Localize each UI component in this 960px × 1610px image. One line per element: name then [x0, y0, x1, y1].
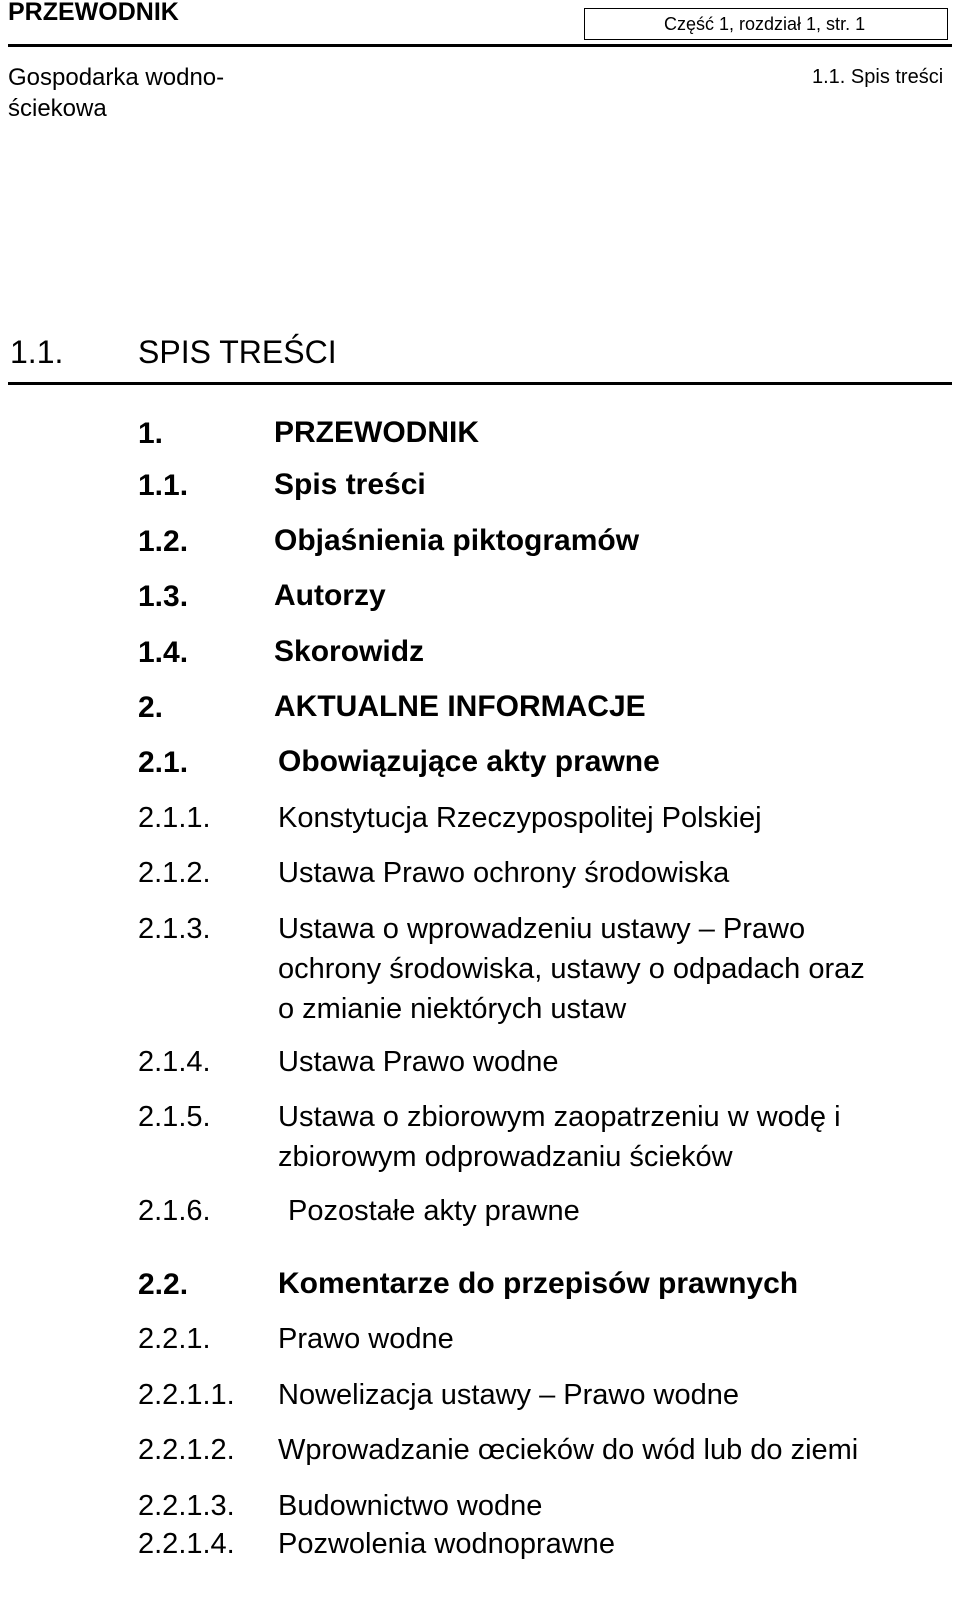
toc-item-title[interactable]: Budownictwo wodne [278, 1490, 543, 1522]
toc-item-number: 2.2.1.3. [138, 1490, 235, 1522]
toc-item-number: 2.2. [138, 1268, 189, 1301]
publication-title: Gospodarka wodno-ściekowa [8, 64, 225, 122]
toc-item-number: 2.1.3. [138, 913, 211, 945]
toc-item-title[interactable]: Wprowadzanie œcieków do wód lub do ziemi [278, 1434, 859, 1466]
toc-item-number: 1.2. [138, 525, 189, 558]
header-rule [8, 44, 952, 47]
toc-item-title[interactable]: Prawo wodne [278, 1323, 454, 1355]
toc-item-number: 2.1. [138, 746, 189, 779]
toc-item-title[interactable]: Ustawa Prawo ochrony środowiska [278, 857, 730, 889]
toc-item-title[interactable]: Spis treści [274, 468, 426, 501]
toc-item-number: 2.1.2. [138, 857, 211, 889]
toc-item-title[interactable]: Komentarze do przepisów prawnych [278, 1267, 799, 1300]
toc-item-title[interactable]: Skorowidz [274, 635, 425, 668]
toc-item-number: 2. [138, 691, 164, 724]
toc-item-number: 1.1. [138, 469, 189, 502]
toc-item-title[interactable]: Konstytucja Rzeczypospolitej Polskiej [278, 802, 762, 834]
toc-item-title[interactable]: Pozostałe akty prawne [288, 1195, 580, 1227]
toc-item-title[interactable]: Ustawa Prawo wodne [278, 1046, 559, 1078]
section-rule [8, 382, 952, 385]
toc-item-title[interactable]: Obowiązujące akty prawne [278, 745, 660, 778]
toc-item-number: 1.4. [138, 636, 189, 669]
toc-item-title[interactable]: Ustawa o wprowadzeniu ustawy – Prawo ochrony środowiska, ustawy o odpadach oraz o zmianie niektórych ustaw [278, 913, 865, 1025]
toc-item-number: 2.1.5. [138, 1101, 211, 1133]
chapter-label: 1.1. Spis treści [812, 66, 944, 88]
section-number: 1.1. [10, 334, 64, 370]
toc-item-number: 1. [138, 417, 164, 450]
toc-item-title[interactable]: Objaśnienia piktogramów [274, 524, 640, 557]
toc-item-title[interactable]: AKTUALNE INFORMACJE [274, 690, 646, 723]
toc-item-number: 2.1.1. [138, 802, 211, 834]
toc-item-number: 1.3. [138, 580, 189, 613]
section-title: SPIS TREŚCI [138, 334, 337, 370]
toc-item-number: 2.2.1.1. [138, 1379, 235, 1411]
toc-item-number: 2.2.1.4. [138, 1528, 235, 1560]
toc-item-number: 2.2.1.2. [138, 1434, 235, 1466]
toc-item-title[interactable]: Pozwolenia wodnoprawne [278, 1528, 615, 1560]
part-box-label: Część 1, rozdział 1, str. 1 [664, 14, 866, 34]
toc-item-number: 2.1.4. [138, 1046, 211, 1078]
toc-item-number: 2.1.6. [138, 1195, 211, 1227]
toc-item-title[interactable]: Ustawa o zbiorowym zaopatrzeniu w wodę i zbiorowym odprowadzaniu ścieków [278, 1101, 841, 1173]
toc-item-title[interactable]: Autorzy [274, 579, 386, 612]
toc-item-title[interactable]: Nowelizacja ustawy – Prawo wodne [278, 1379, 739, 1411]
toc-item-title[interactable]: PRZEWODNIK [274, 416, 479, 449]
header-title: PRZEWODNIK [8, 0, 179, 26]
toc-item-number: 2.2.1. [138, 1323, 211, 1355]
